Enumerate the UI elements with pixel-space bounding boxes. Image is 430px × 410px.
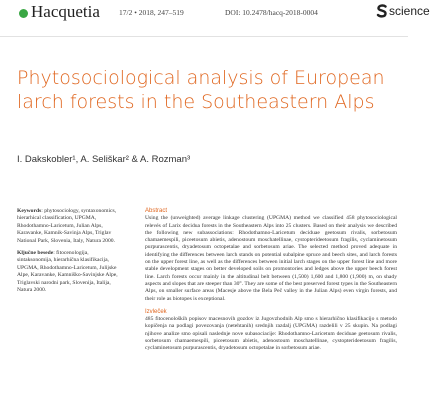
article-authors: I. Dakskobler¹, A. Seliškar² & A. Rozman³ [17, 154, 191, 165]
article-title: Phytosociological analysis of European larch forests in the Southeastern Alps [17, 67, 385, 113]
abstract-column [145, 208, 397, 410]
keywords-sl [17, 250, 125, 294]
issue-info: 17/2 • 2018, 247–519 [119, 8, 184, 17]
journal-name: Hacquetia [31, 2, 100, 21]
abstract-text: Using the (unweighted) average linkage clustering (UPGMA) method we classified 458 phytosociological relevés of Larix decidua forests in the Southeastern Alps into 25 clusters. Based on their analysis we described the following new subassociations: Rhodothamno-Laricetum deciduae geetosum rivalis, sorbetosum chamaemespili, piceetosum abietis, adenostoum moschatellinae, cystopterideetosum fragilis, cyclaminetosum purpurascentis, dryadetosum octopetalae and sorbetosum ariae. The selected method proved adequate in identifying the differences between larch stands on potential subalpine spruce and beech sites, and larch forests on the upper forest line, as well as the differences between initial larch stages on the upper forest line and more stable development stages on better developed soils on promontories and ledges above the upper beech forest line. Larch forests occur mainly in the altitudinal belt between (1,500) 1,600 and 1,800 (1,900) m, on shady aspects and slopes that are steeper than 30°. They are some of the best preserved forest types in the Southeastern Alps, on smaller surface areas (Macesje above the Bela Peč valley in the Julian Alps) even virgin forests, and their role as biotopes is exceptional. [145, 215, 397, 302]
keywords-text-sl: : fitocenologija, sintaksonomija, hierarhična klasifikacija, UPGMA, Rhodothamno-Laricetum, Julijske Alpe, Karavanke, Kamniško-Savinjske Alpe, Triglavski narodni park, Slovenija, Italija, Natura 2000. [17, 250, 118, 294]
journal-header [0, 0, 430, 37]
izvlecek-text: 485 fitocenoloških popisov macesnovih gozdov iz Jugovzhodnih Alp smo s hierarhično klasifikacijo s metodo kopičenja na podlagi povezovanja (netehtanih) srednjih razdalj (UPGMA) razdelili v 25 skupin. Na podlagi njihove analize smo opisali naslednje nove subasociacije: Rhodothamno-Laricetum deciduae geetosum rivalis, sorbetosum chamaemespili, piceetosum abietis, adenostoum moschatellinae, cystopterideetosum fragilis, cyclaminetosum purpurascentis, dryadetosum octopetalae in sorbetosum ariae. [145, 316, 397, 352]
publisher-name: science [389, 4, 430, 18]
keywords-label: Keywords [17, 208, 42, 214]
doi-link[interactable]: DOI: 10.2478/hacq-2018-0004 [225, 8, 318, 17]
izvlecek-heading: Izvleček [145, 308, 167, 315]
keywords-label-sl: Ključne besede [17, 250, 54, 257]
journal-logo-dot [19, 9, 28, 18]
publisher-logo-icon [376, 4, 388, 18]
keywords-text: : phytosociology, syntaxonomics, hierarhical classification, UPGMA, Rhodothamno-Laricetum, Julian Alps, Karavanke, Kamnik-Savinja Alps, Triglav National Park, Slovenia, Italy, Natura 2000. [17, 208, 117, 244]
keywords-column [17, 208, 125, 299]
keywords-en [17, 208, 125, 245]
abstract-heading: Abstract [145, 208, 168, 214]
